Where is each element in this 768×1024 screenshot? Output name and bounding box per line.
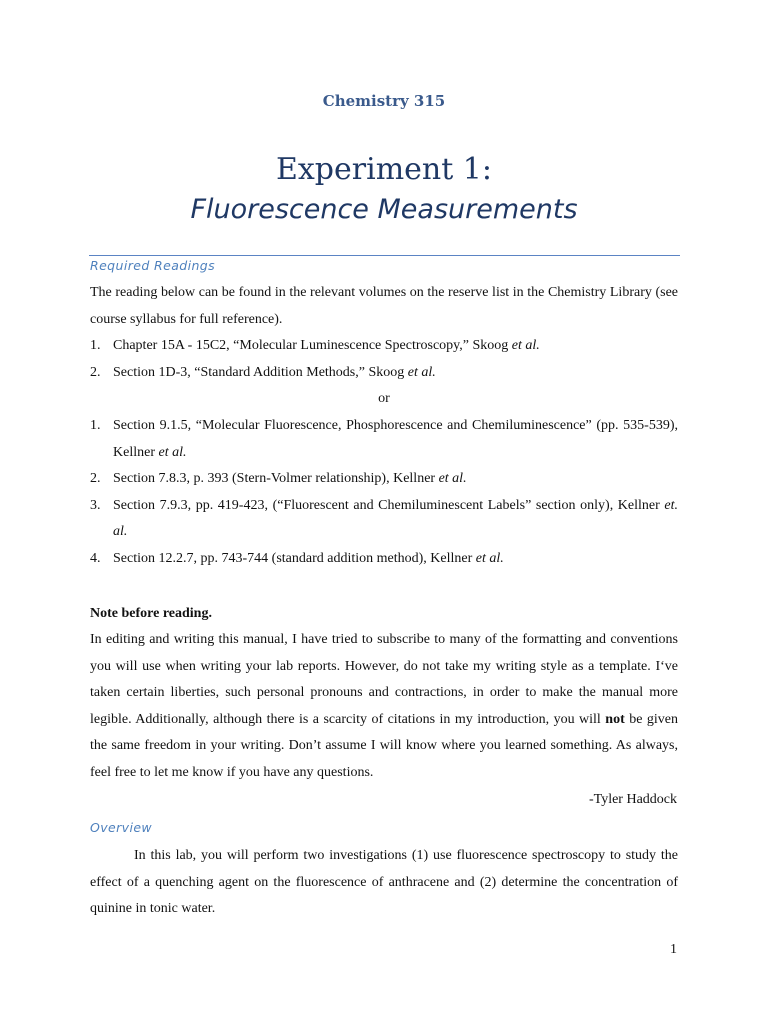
experiment-subtitle: Fluorescence Measurements bbox=[190, 194, 578, 225]
readings-list-kellner bbox=[90, 413, 678, 572]
required-readings-heading: Required Readings bbox=[90, 258, 216, 273]
page-number: 1 bbox=[670, 942, 677, 957]
or-separator: or bbox=[378, 391, 390, 406]
list-item bbox=[90, 466, 678, 493]
list-item bbox=[90, 413, 678, 466]
list-item-text: Section 9.1.5, “Molecular Fluorescence, Phosphorescence and Chemiluminescence” (pp. 535-539), Kellner bbox=[113, 418, 678, 460]
list-item-citation: et al. bbox=[475, 550, 504, 566]
list-item-number: 2. bbox=[90, 364, 101, 380]
note-text-end: be given the same freedom in your writing. Don’t assume I will know where you learned something. As always, feel free to let me know if you have any questions. bbox=[90, 711, 678, 780]
list-item-number: 4. bbox=[90, 550, 101, 566]
list-item bbox=[90, 333, 678, 360]
list-item-text: Section 1D-3, “Standard Addition Methods,” Skoog bbox=[113, 364, 408, 380]
course-name: Chemistry 315 bbox=[322, 92, 446, 110]
list-item-text: Chapter 15A - 15C2, “Molecular Luminescence Spectroscopy,” Skoog bbox=[113, 338, 512, 353]
overview-heading: Overview bbox=[90, 820, 153, 835]
list-item-text: Section 7.8.3, p. 393 (Stern-Volmer relationship), Kellner bbox=[113, 471, 439, 486]
list-item-citation: et al. bbox=[511, 338, 540, 353]
list-item bbox=[90, 493, 678, 546]
list-item-number: 1. bbox=[90, 418, 101, 433]
list-item bbox=[90, 546, 678, 573]
list-item-citation: et. al. bbox=[113, 497, 678, 539]
list-item-citation: et al. bbox=[407, 364, 436, 380]
list-item-text: Section 12.2.7, pp. 743-744 (standard addition method), Kellner bbox=[113, 550, 476, 566]
overview-paragraph: In this lab, you will perform two investigations (1) use fluorescence spectroscopy to study the effect of a quenching agent on the fluorescence of anthracene and (2) determine the concentration of quinine in tonic water. bbox=[90, 848, 678, 916]
list-item-citation: et al. bbox=[158, 444, 187, 460]
list-item-number: 3. bbox=[90, 497, 101, 513]
note-emphasis: not bbox=[605, 711, 625, 727]
title-divider bbox=[89, 255, 680, 256]
author-signature: -Tyler Haddock bbox=[588, 792, 677, 807]
list-item bbox=[90, 360, 678, 387]
note-text-start: In editing and writing this manual, I have tried to subscribe to many of the formatting and conventions you will use when writing your lab reports. However, do not take my writing style as a template. I‘ve taken certain liberties, such personal pronouns and contractions, in order to make the manual more legible. Additionally, although there is a scarcity of citations in my introduction, you will bbox=[90, 632, 678, 727]
experiment-title: Experiment 1: bbox=[275, 152, 493, 187]
readings-intro-paragraph: The reading below can be found in the relevant volumes on the reserve list in the Chemistry Library (see course syllabus for full reference). bbox=[90, 285, 678, 327]
list-item-citation: et al. bbox=[438, 471, 467, 486]
list-item-number: 1. bbox=[90, 338, 101, 353]
list-item-text: Section 7.9.3, pp. 419-423, (“Fluorescent and Chemiluminescent Labels” section only), Kellner bbox=[113, 497, 665, 513]
note-heading: Note before reading. bbox=[90, 606, 212, 621]
note-paragraph bbox=[90, 627, 678, 786]
readings-list-skoog bbox=[90, 333, 678, 386]
list-item-number: 2. bbox=[90, 471, 101, 486]
